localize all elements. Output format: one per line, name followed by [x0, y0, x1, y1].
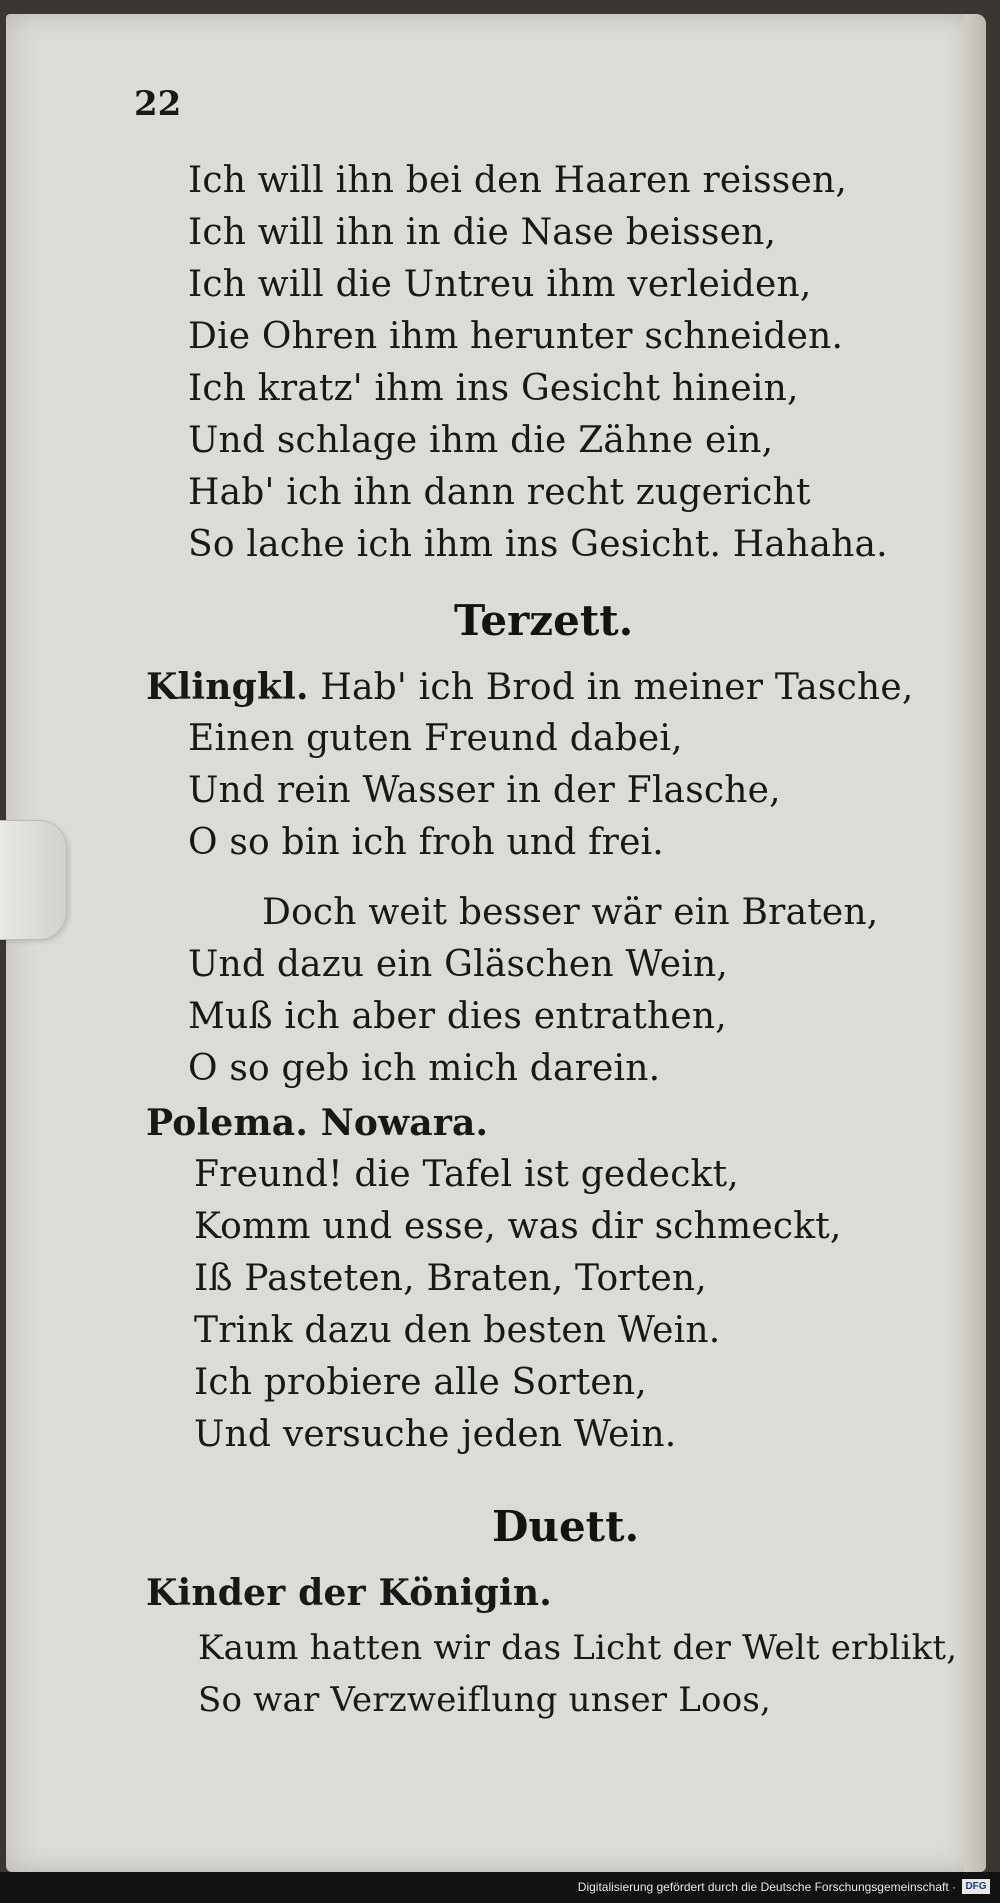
verse-line: Hab' ich ihn dann recht zugericht — [188, 472, 811, 513]
verse-line: Doch weit besser wär ein Braten, — [262, 892, 879, 933]
verse-line: Ich will die Untreu ihm verleiden, — [188, 264, 812, 305]
verse-line: Einen guten Freund dabei, — [188, 718, 683, 759]
funding-credit: Digitalisierung gefördert durch die Deutsche Forschungsgemeinschaft · — [577, 1880, 956, 1894]
speaker-names: Kinder der Königin. — [146, 1572, 553, 1614]
speaker-name: Klingkl. — [146, 666, 309, 708]
verse-line: Iß Pasteten, Braten, Torten, — [194, 1258, 707, 1299]
page-clip — [0, 820, 67, 940]
verse-line: Ich will ihn in die Nase beissen, — [188, 212, 777, 253]
verse-line: Ich will ihn bei den Haaren reissen, — [188, 160, 847, 201]
verse-line: O so bin ich froh und frei. — [188, 822, 664, 863]
speaker-line — [146, 666, 913, 708]
verse-line: So lache ich ihm ins Gesicht. Hahaha. — [188, 524, 888, 565]
verse-line: Die Ohren ihm herunter schneiden. — [188, 316, 844, 357]
verse-line: Trink dazu den besten Wein. — [194, 1310, 721, 1351]
speaker-names: Polema. Nowara. — [146, 1102, 489, 1144]
verse-line: Freund! die Tafel ist gedeckt, — [194, 1154, 739, 1195]
page-number: 22 — [134, 84, 182, 124]
page-edge — [964, 14, 986, 1872]
verse-line: Und dazu ein Gläschen Wein, — [188, 944, 728, 985]
verse-line: So war Verzweiflung unser Loos, — [198, 1680, 772, 1720]
verse-line: Ich probiere alle Sorten, — [194, 1362, 647, 1403]
verse-line: O so geb ich mich darein. — [188, 1048, 661, 1089]
section-heading-terzett: Terzett. — [454, 596, 634, 645]
verse-line: Komm und esse, was dir schmeckt, — [194, 1206, 842, 1247]
verse-line: Muß ich aber dies entrathen, — [188, 996, 727, 1037]
dfg-logo: DFG — [962, 1879, 990, 1894]
section-heading-duett: Duett. — [492, 1502, 640, 1551]
verse-line: Und schlage ihm die Zähne ein, — [188, 420, 774, 461]
verse-line: Und versuche jeden Wein. — [194, 1414, 677, 1455]
footer-bar — [0, 1872, 1000, 1903]
verse-line: Ich kratz' ihm ins Gesicht hinein, — [188, 368, 799, 409]
verse-line: Und rein Wasser in der Flasche, — [188, 770, 781, 811]
verse-text: Hab' ich Brod in meiner Tasche, — [320, 667, 914, 708]
verse-line: Kaum hatten wir das Licht der Welt erblikt, — [198, 1628, 958, 1668]
